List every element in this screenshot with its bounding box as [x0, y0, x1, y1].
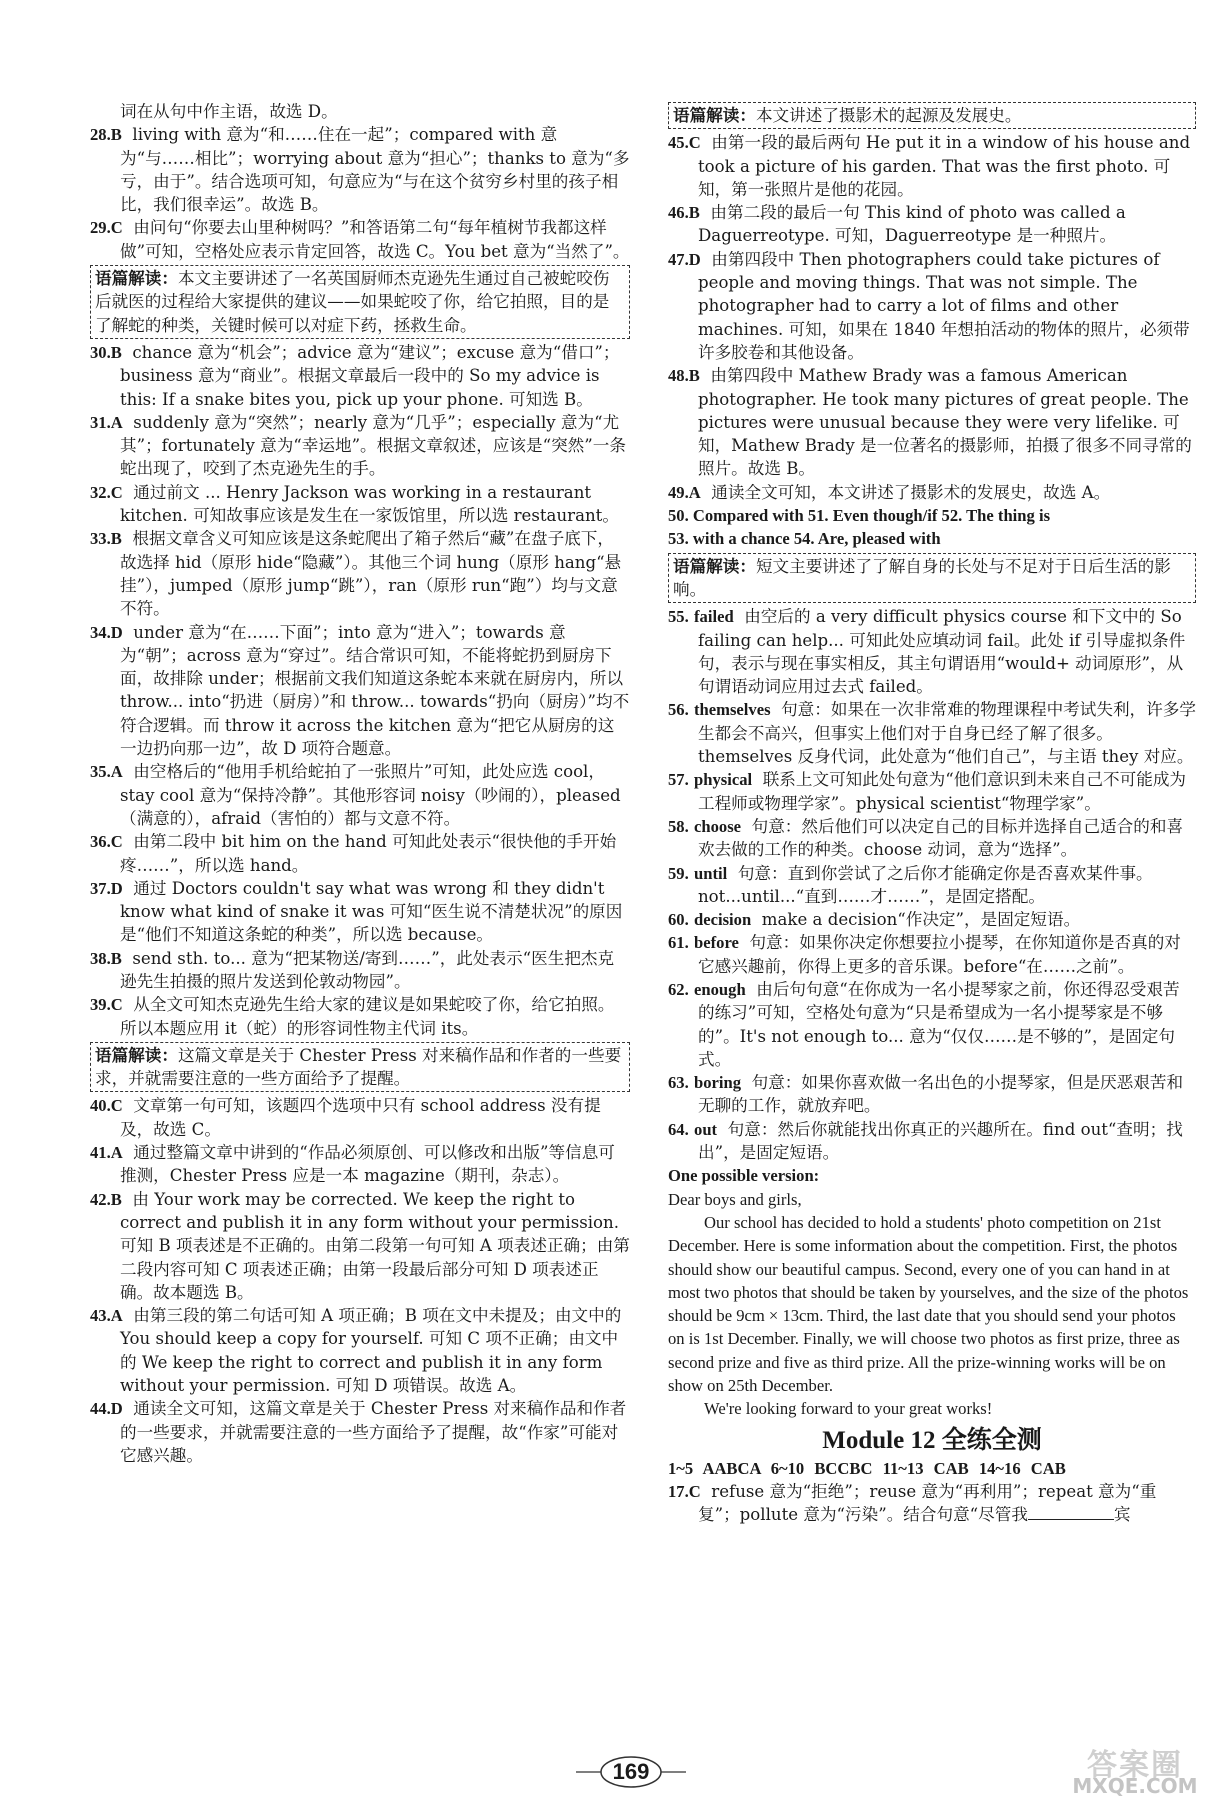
answer-44: 44.D 通读全文可知，这篇文章是关于 Chester Press 对来稿作品和作者的一些要求，并就需要注意的一些方面给予了提醒，故“作家”可能对它感兴趣。 — [90, 1399, 627, 1465]
site-watermark — [1050, 1740, 1220, 1798]
answer-34: 34.D under 意为“在……下面”；into 意为“进入”；towards 意为“朝”；across 意为“穿过”。结合常识可知，不能将蛇扔到厨房下面，故排除 under；根据前文我们知道这条蛇本来就在厨房内，所以 throw... into“扔进（厨房）”和 throw... towards“扔向（厨房）”均不符合逻辑。而 throw it across the kitchen 意为“把它从厨房的这一边扔向那一边”，故 D 项符合题意。 — [90, 622, 630, 759]
answer-33: 33.B 根据文章含义可知应该是这条蛇爬出了箱子然后“藏”在盘子底下，故选择 hid（原形 hide“隐藏”）。其他三个词 hung（原形 hang“悬挂”），jumped（原形 jump“跳”），ran（原形 run“跑”）均与文意不符。 — [90, 529, 622, 619]
answer-37: 37.D 通过 Doctors couldn't say what was wrong 和 they didn't know what kind of snake it was 可知“医生说不清楚状况”的原因是“他们不知道这条蛇的种类”，所以选 because。 — [90, 878, 623, 945]
answer-47: 47.D 由第四段中 Then photographers could take pictures of people and moving things. That was not simple. The photographer had to carry a lot of films and other machines. 可知，如果在 1840 年想拍活动的物体的照片，必须带许多胶卷和其他设备。 — [668, 249, 1190, 362]
answer-31: 31.A suddenly 意为“突然”；nearly 意为“几乎”；especially 意为“尤其”；fortunately 意为“幸运地”。根据文章叙述，应该是“突然”一条蛇出现了，咬到了杰克逊先生的手。 — [90, 412, 626, 479]
answer-35: 35.A 由空格后的“他用手机给蛇拍了一张照片”可知，此处应选 cool，stay cool 意为“保持冷静”。其他形容词 noisy（吵闹的），pleased（满意的），afraid（害怕的）都与文意不符。 — [90, 762, 621, 828]
passage-note-3: 语篇解读：本文讲述了摄影术的起源及发展史。 — [668, 102, 1196, 129]
answer-56: 56. themselves 句意：如果在一次非常难的物理课程中考试失利，许多学生都会不高兴，但事实上他们对于自身已经了解了很多。themselves 反身代词，此处意为“他们自己”，与主语 they 对应。 — [668, 700, 1196, 767]
module-choice-answers: 1~5 AABCA 6~10 BCCBC 11~13 CAB 14~16 CAB — [668, 1458, 1066, 1478]
answer-39: 39.C 从全文可知杰克逊先生给大家的建议是如果蛇咬了你，给它拍照。所以本题应用 it（蛇）的形容词性物主代词 its。 — [90, 995, 615, 1038]
essay-closing: We're looking forward to your great works! — [704, 1399, 993, 1419]
carryover-line: 词在从句中作主语，故选 D。 — [120, 102, 338, 121]
passage-note-1: 语篇解读：本文主要讲述了一名英国厨师杰克逊先生通过自己被蛇咬伤后就医的过程给大家提供的建议——如果蛇咬了你，给它拍照，目的是了解蛇的种类，关键时候可以对症下药，拯救生命。 — [90, 265, 630, 339]
answer-40: 40.C 文章第一句可知，该题四个选项中只有 school address 没有提及，故选 C。 — [90, 1096, 601, 1139]
answer-43: 43.A 由第三段的第二句话可知 A 项正确；B 项在文中未提及；由文中的 You should keep a copy for yourself. 可知 C 项不正确；由文中的 We keep the right to correct and publish it in any form without your permission. 可知 D 项错误。故选 A。 — [90, 1306, 622, 1396]
blank-answers-53-54: 53. with a chance 54. Are, pleased with — [668, 529, 941, 549]
fill-blank-line — [1028, 1505, 1114, 1520]
answer-41: 41.A 通过整篇文章中讲到的“作品必须原创、可以修改和出版”等信息可推测，Chester Press 应是一本 magazine（期刊，杂志）。 — [90, 1143, 615, 1186]
answer-62: 62. enough 由后句句意“在你成为一名小提琴家之前，你还得忍受艰苦的练习”可知，空格处句意为“只是希望成为一名小提琴家是不够的”。It's not enough to... 意为“仅仅……是不够的”，是固定句式。 — [668, 979, 1180, 1069]
watermark-url: MXQE.COM — [1072, 1774, 1198, 1798]
answer-45: 45.C 由第一段的最后两句 He put it in a window of his house and took a picture of his garden. That was the first photo. 可知，第一张照片是他的花园。 — [668, 133, 1191, 199]
answer-58: 58. choose 句意：然后他们可以决定自己的目标并选择自己适合的和喜欢去做的工作的种类。choose 动词，意为“选择”。 — [668, 816, 1184, 860]
answer-17: 17.C refuse 意为“拒绝”；reuse 意为“再利用”；repeat 意为“重复”；pollute 意为“污染”。结合句意“尽管我 宾 — [668, 1481, 1157, 1525]
essay-body: Our school has decided to hold a students' photo competition on 21st December. Here is some information about the competition. First, the photos should show our beautiful campus. Second, every one of you can hand in at most two photos that should be taken by yourselves, and the size of the photos should be 9cm × 13cm. Third, the last date that you should send your photos on is 1st December. Finally, we will choose two photos as first prize, three as second prize and five as third prize. All the prize-winning works will be on show on 25th December. — [668, 1212, 1189, 1396]
right-column — [668, 100, 1196, 1527]
sample-essay — [668, 1188, 1196, 1421]
essay-heading: One possible version: — [668, 1166, 820, 1186]
answer-59: 59. until 句意：直到你尝试了之后你才能确定你是否喜欢某件事。not...until...“直到……才……”，是固定搭配。 — [668, 863, 1153, 906]
answer-49: 49.A 通读全文可知，本文讲述了摄影术的发展史，故选 A。 — [668, 482, 1111, 502]
answer-64: 64. out 句意：然后你就能找出你真正的兴趣所在。find out“查明；找出”，是固定短语。 — [668, 1119, 1183, 1163]
answer-30: 30.B chance 意为“机会”；advice 意为“建议”；excuse 意为“借口”；business 意为“商业”。根据文章最后一段中的 So my advice is this: If a snake bites you, pick up your phone. 可知选 B。 — [90, 342, 620, 409]
answer-32: 32.C 通过前文 ... Henry Jackson was working in a restaurant kitchen. 可知故事应该是发生在一家饭馆里，所以选 restaurant。 — [90, 482, 619, 526]
watermark-logo-text: 答案圈 — [1087, 1748, 1183, 1783]
answer-60: 60. decision make a decision“作决定”，是固定短语。 — [668, 910, 1081, 930]
blank-answers-50-52: 50. Compared with 51. Even though/if 52. The thing is — [668, 506, 1051, 526]
answer-42: 42.B 由 Your work may be corrected. We keep the right to correct and publish it in any form without your permission. 可知 B 项表述是不正确的。由第二段第一句可知 A 项表述正确；由第二段内容可知 C 项表述正确；由第一段最后部分可知 D 项表述正确。故本题选 B。 — [90, 1189, 630, 1302]
answer-61: 61. before 句意：如果你决定你想要拉小提琴，在你知道你是否真的对它感兴趣前，你得上更多的音乐课。before“在……之前”。 — [668, 933, 1181, 976]
module-title: Module 12 全练全测 — [822, 1426, 1042, 1454]
answer-55: 55. failed 由空后的 a very difficult physics course 和下文中的 So failing can help... 可知此处应填动词 fail。此处 if 引导虚拟条件句，表示与现在事实相反，其主句谓语用“would+ 动词原形”，从句谓语动词应用过去式 failed。 — [668, 607, 1186, 697]
answer-29: 29.C 由问句“你要去山里种树吗？”和答语第二句“每年植树节我都这样做”可知，空格处应表示肯定回答，故选 C。You bet 意为“当然了”。 — [90, 218, 630, 261]
answer-28: 28.B living with 意为“和……住在一起”；compared with 意为“与……相比”；worrying about 意为“担心”；thanks to 意为“多亏，由于”。结合选项可知，句意应为“与在这个贫穷乡村里的孩子相比，我们很幸运”。故选 B。 — [90, 125, 630, 215]
passage-note-2: 语篇解读：这篇文章是关于 Chester Press 对来稿作品和作者的一些要求，并就需要注意的一些方面给予了提醒。 — [90, 1042, 630, 1093]
left-column — [90, 100, 630, 1467]
answer-46: 46.B 由第二段的最后一句 This kind of photo was called a Daguerreotype. 可知，Daguerreotype 是一种照片。 — [668, 203, 1126, 246]
answer-36: 36.C 由第二段中 bit him on the hand 可知此处表示“很快他的手开始疼……”，所以选 hand。 — [90, 832, 617, 875]
answer-38: 38.B send sth. to... 意为“把某物送/寄到……”，此处表示“医生把杰克逊先生拍摄的照片发送到伦敦动物园”。 — [90, 948, 615, 991]
essay-greeting: Dear boys and girls, — [668, 1189, 802, 1209]
page-number-badge — [576, 1755, 686, 1789]
answer-63: 63. boring 句意：如果你喜欢做一名出色的小提琴家，但是厌恶艰苦和无聊的工作，就放弃吧。 — [668, 1073, 1184, 1116]
passage-note-4: 语篇解读：短文主要讲述了了解自身的长处与不足对于日后生活的影响。 — [668, 553, 1196, 604]
answer-57: 57. physical 联系上文可知此处句意为“他们意识到未来自己不可能成为工程师或物理学家”。physical scientist“物理学家”。 — [668, 770, 1187, 813]
answer-48: 48.B 由第四段中 Mathew Brady was a famous American photographer. He took many pictures of great people. The pictures were unusual because they were very lifelike. 可知，Mathew Brady 是一位著名的摄影师，拍摄了很多不同寻常的照片。故选 B。 — [668, 366, 1192, 479]
page-number: 169 — [612, 1759, 650, 1784]
